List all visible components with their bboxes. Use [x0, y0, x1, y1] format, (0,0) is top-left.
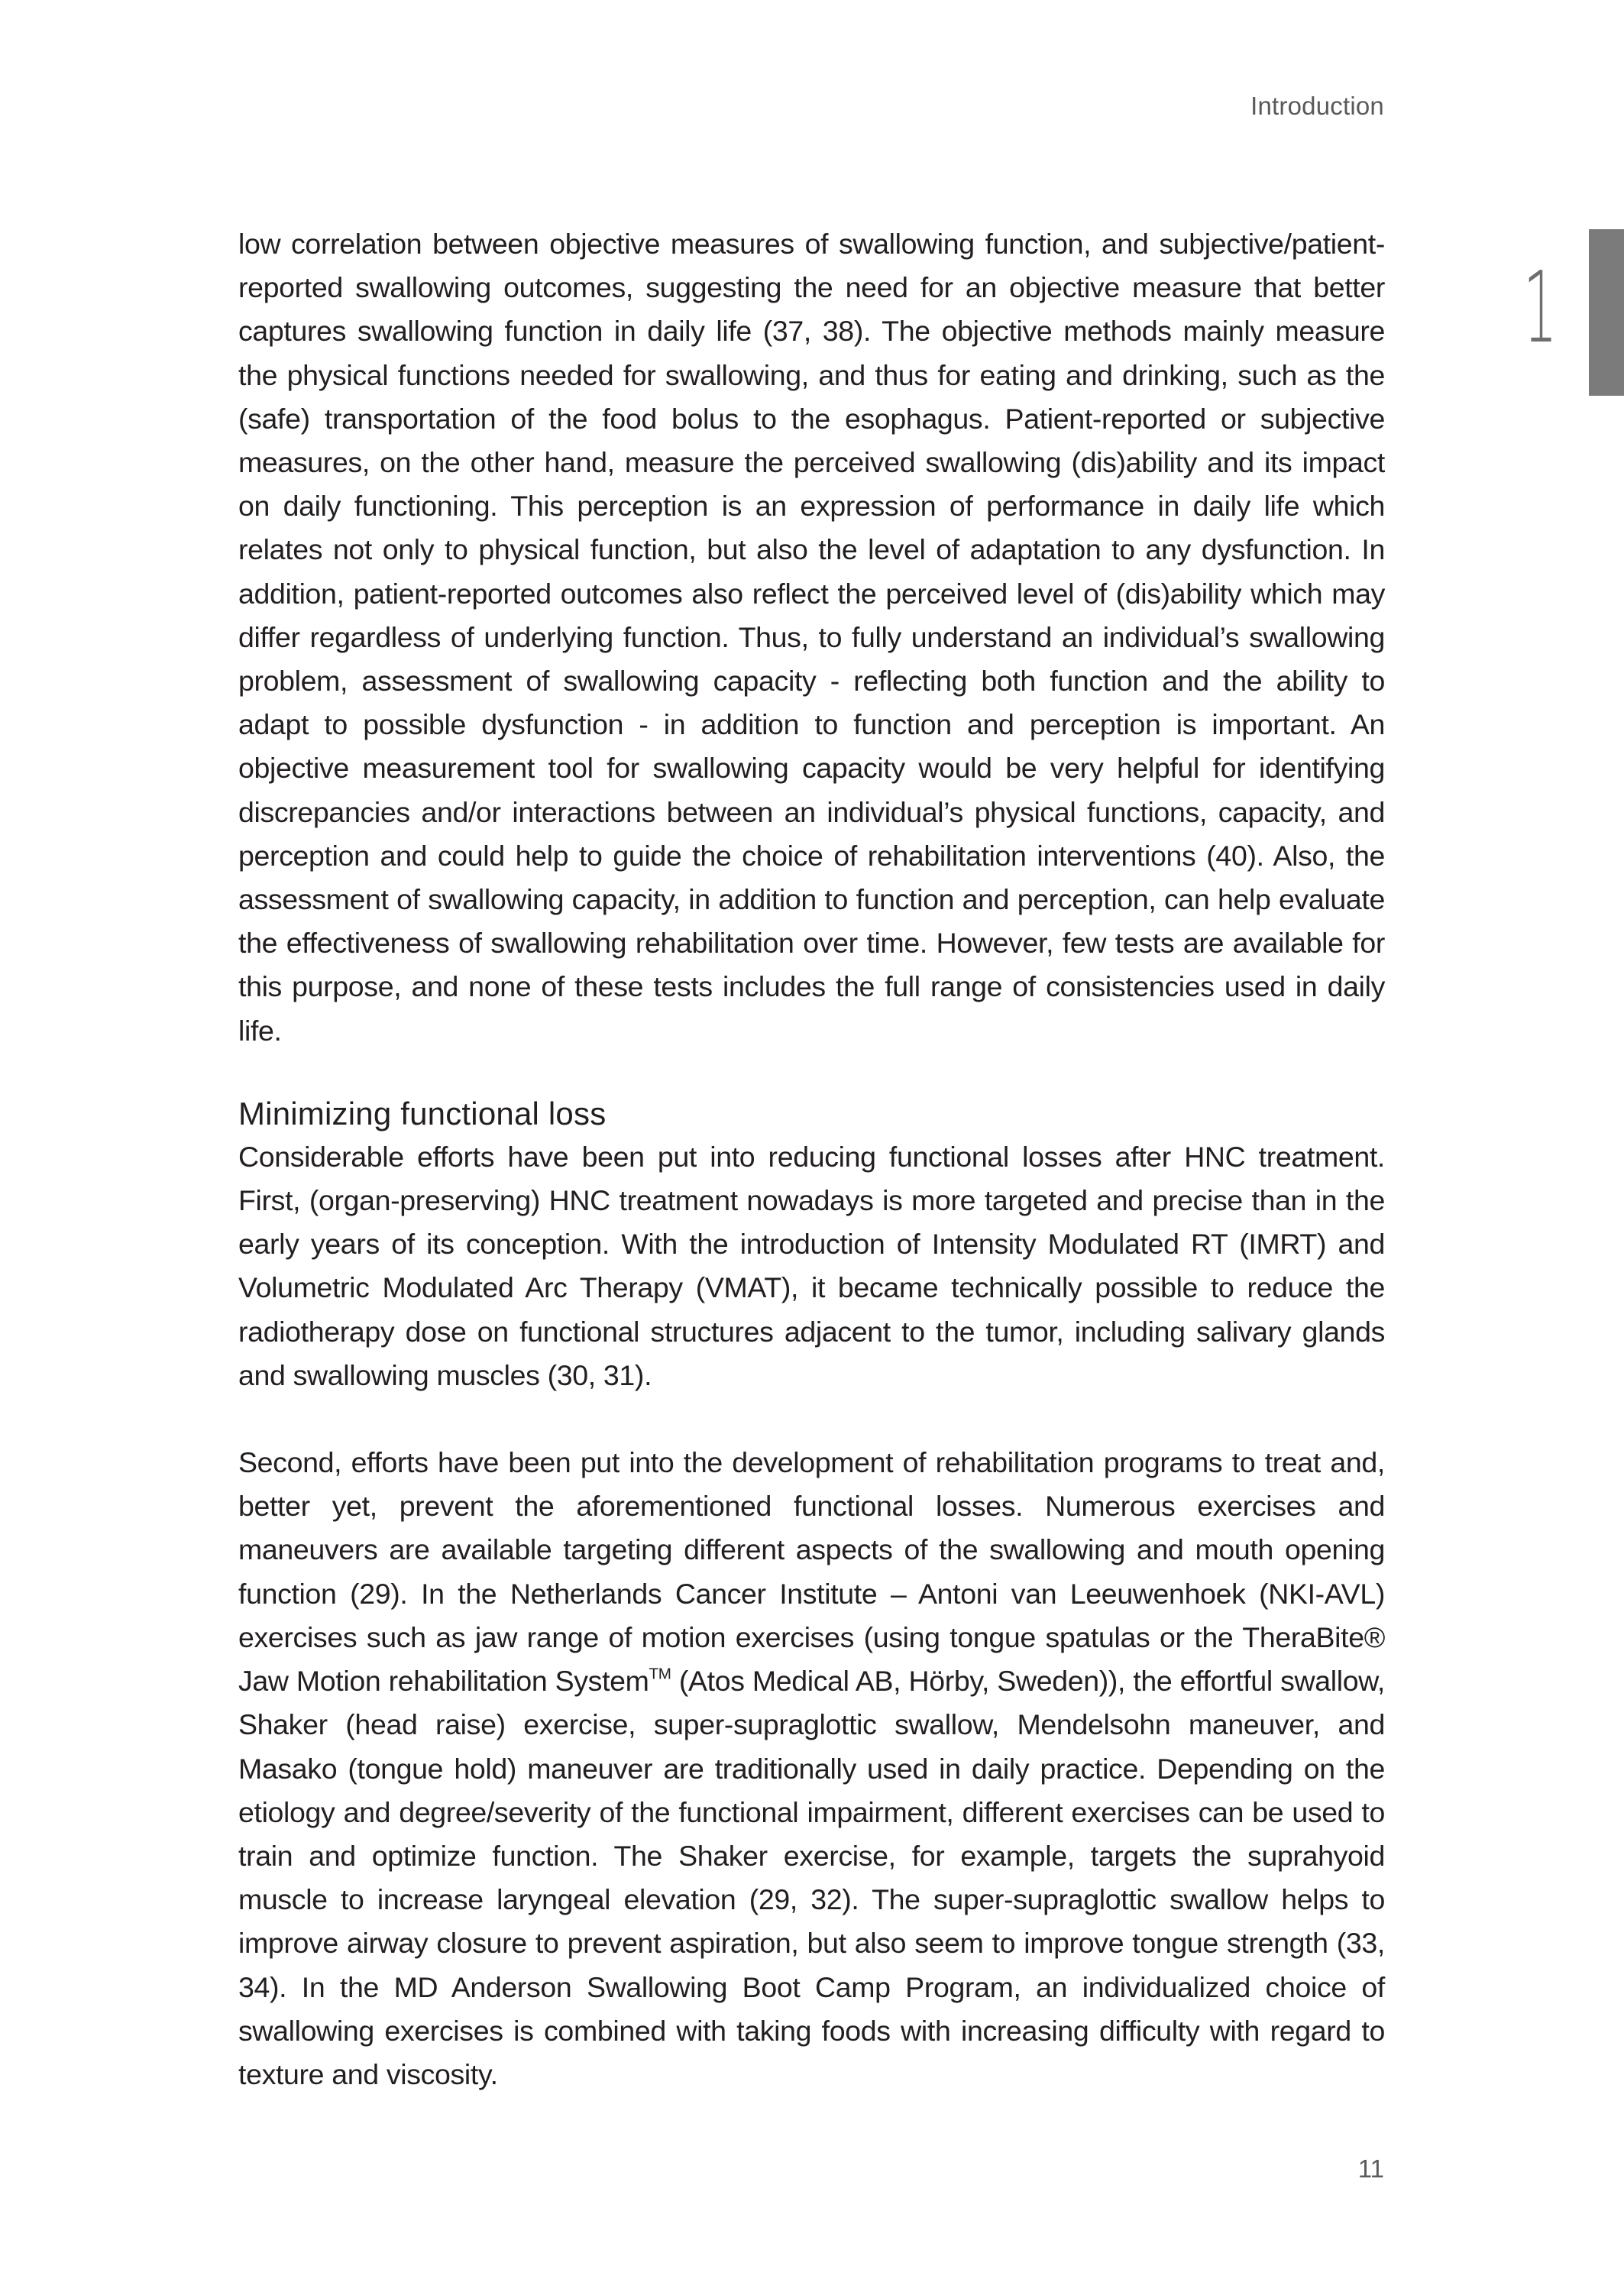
trademark-superscript: TM	[649, 1665, 671, 1683]
chapter-number: 1	[1523, 251, 1558, 365]
page-content	[238, 222, 1385, 2096]
chapter-tab	[1589, 229, 1624, 396]
body-paragraph: Considerable efforts have been put into reducing functional losses after HNC treatment. First, (organ-preserving) HNC treatment nowadays is more targeted and precise than in the early years of its conception. With the introduction of Intensity Modulated RT (IMRT) and Volumetric Modulated Arc Therapy (VMAT), it became technically possible to reduce the radiotherapy dose on functional structures adjacent to the tumor, including salivary glands and swallowing muscles (30, 31).	[238, 1140, 1385, 1391]
page-number: 11	[1357, 2154, 1384, 2183]
body-paragraph	[238, 1441, 1385, 2096]
section-heading: Minimizing functional loss	[238, 1095, 607, 1131]
paragraph-text: (Atos Medical AB, Hörby, Sweden)), the effortful swallow, Shaker (head raise) exercise, super-supraglottic swallow, Mendelsohn maneuver, and Masako (tongue hold) maneuver are traditionally used in daily practice. Depending on the etiology and degree/severity of the functional impairment, different exercises can be used to train and optimize function. The Shaker exercise, for example, targets the suprahyoid muscle to increase laryngeal elevation (29, 32). The super-supraglottic swallow helps to improve airway closure to prevent aspiration, but also seem to improve tongue strength (33, 34). In the MD Anderson Swallowing Boot Camp Program, an individualized choice of swallowing exercises is combined with taking foods with increasing difficulty with regard to texture and viscosity.	[238, 1665, 1385, 2090]
running-header: Introduction	[1250, 92, 1384, 120]
body-paragraph: low correlation between objective measures of swallowing function, and subjective/patient-reported swallowing outcomes, suggesting the need for an objective measure that better captures swallowing function in daily life (37, 38). The objective methods mainly measure the physical functions needed for swallowing, and thus for eating and drinking, such as the (safe) transportation of the food bolus to the esophagus. Patient-reported or subjective measures, on the other hand, measure the perceived swallowing (dis)ability and its impact on daily functioning. This perception is an expression of performance in daily life which relates not only to physical function, but also the level of adaptation to any dysfunction. In addition, patient-reported outcomes also reflect the perceived level of (dis)ability which may differ regardless of underlying function. Thus, to fully understand an individual’s swallowing problem, assessment of swallowing capacity - reflecting both function and the ability to adapt to possible dysfunction - in addition to function and perception is important. An objective measurement tool for swallowing capacity would be very helpful for identifying discrepancies and/or interactions between an individual’s physical functions, capacity, and perception and could help to guide the choice of rehabilitation interventions (40). Also, the assessment of swallowing capacity, in addition to function and perception, can help evaluate the effectiveness of swallowing rehabilitation over time. However, few tests are available for this purpose, and none of these tests includes the full range of consistencies used in daily life.	[238, 228, 1385, 1047]
paragraph-text: Second, efforts have been put into the development of rehabilitation programs to treat and, better yet, prevent the aforementioned functional losses. Numerous exercises and maneuvers are available targeting different aspects of the swallowing and mouth opening function (29). In the Netherlands Cancer Institute – Antoni van Leeuwenhoek (NKI-AVL) exercises such as jaw range of motion exercises (using tongue spatulas or the TheraBite® Jaw Motion rehabilitation System	[238, 1446, 1385, 1698]
